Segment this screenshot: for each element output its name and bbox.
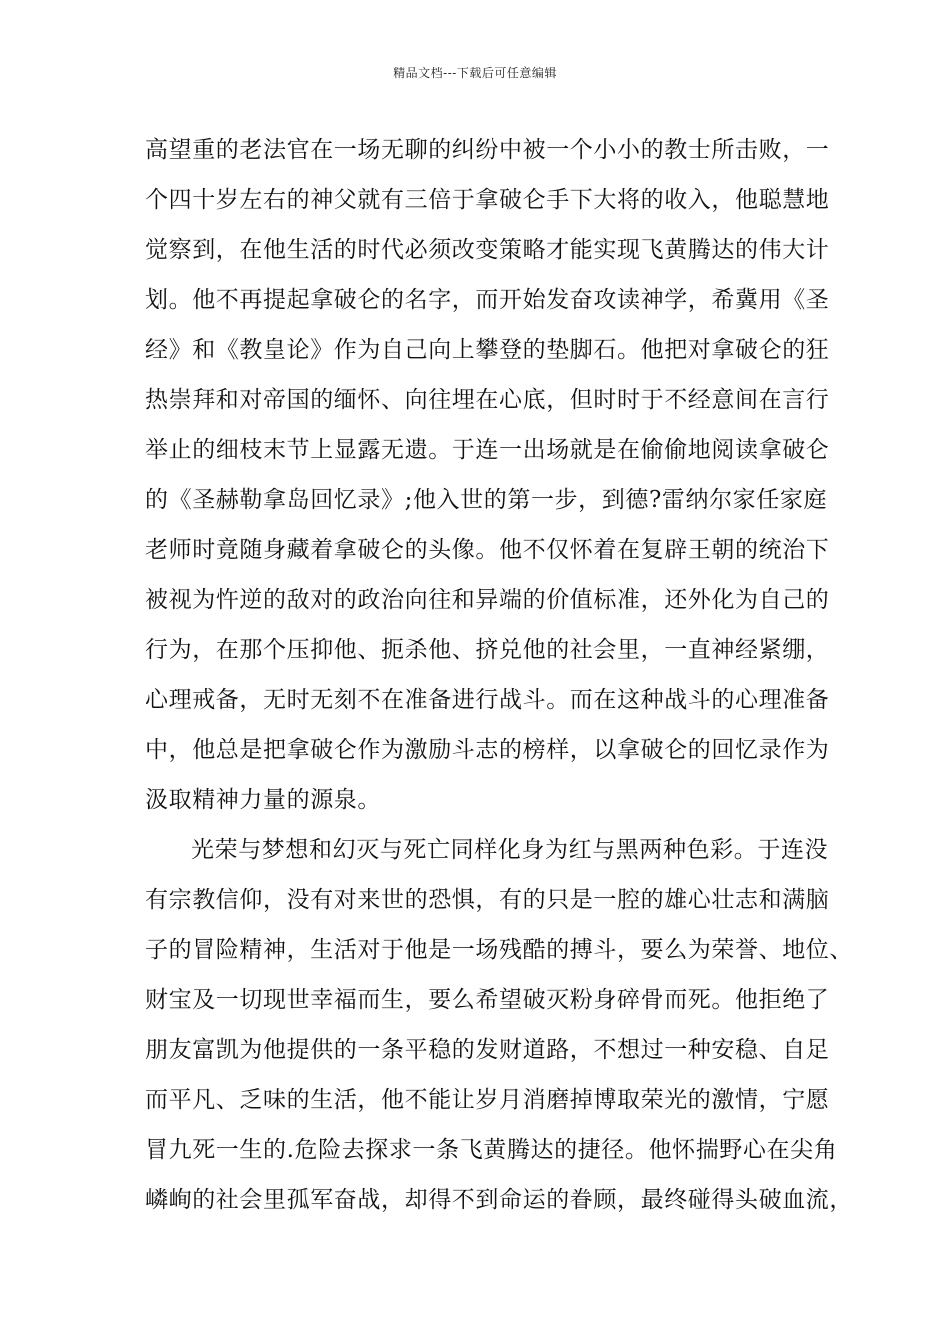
- text-line: 个四十岁左右的神父就有三倍于拿破仑手下大将的收入，他聪慧地: [145, 187, 830, 213]
- text-line: 的《圣赫勒拿岛回忆录》;他入世的第一步，到德?雷纳尔家任家庭: [145, 487, 828, 513]
- text-line: 冒九死一生的.危险去探求一条飞黄腾达的捷径。他怀揣野心在尖角: [145, 1137, 838, 1163]
- paragraph-1: [145, 130, 835, 830]
- text-line: 划。他不再提起拿破仑的名字，而开始发奋攻读神学，希冀用《圣: [145, 287, 830, 313]
- text-line: 朋友富凯为他提供的一条平稳的发财道路，不想过一种安稳、自足: [145, 1037, 830, 1063]
- text-line: 光荣与梦想和幻灭与死亡同样化身为红与黑两种色彩。于连没: [191, 837, 829, 863]
- text-line: 老师时竟随身藏着拿破仑的头像。他不仅怀着在复辟王朝的统治下: [145, 537, 830, 563]
- text-line: 财宝及一切现世幸福而生，要么希望破灭粉身碎骨而死。他拒绝了: [145, 987, 830, 1013]
- text-line: 觉察到，在他生活的时代必须改变策略才能实现飞黄腾达的伟大计: [145, 237, 830, 263]
- text-line: 被视为忤逆的敌对的政治向往和异端的价值标准，还外化为自己的: [145, 587, 830, 613]
- paragraph-2: [145, 830, 853, 1230]
- text-line: 中，他总是把拿破仑作为激励斗志的榜样，以拿破仑的回忆录作为: [145, 737, 830, 763]
- text-line: 有宗教信仰，没有对来世的恐惧，有的只是一腔的雄心壮志和满脑: [145, 887, 830, 913]
- page-header: 精品文档---下载后可任意编辑: [393, 66, 557, 80]
- text-line: 汲取精神力量的源泉。: [145, 787, 381, 813]
- text-line: 心理戒备，无时无刻不在准备进行战斗。而在这种战斗的心理准备: [145, 687, 830, 713]
- text-line: 而平凡、乏味的生活，他不能让岁月消磨掉博取荣光的激情，宁愿: [145, 1087, 830, 1113]
- text-line: 子的冒险精神，生活对于他是一场残酷的搏斗，要么为荣誉、地位、: [145, 937, 853, 963]
- text-line: 经》和《教皇论》作为自己向上攀登的垫脚石。他把对拿破仑的狂: [145, 337, 830, 363]
- text-line: 高望重的老法官在一场无聊的纠纷中被一个小小的教士所击败，一: [145, 137, 830, 163]
- text-line: 热崇拜和对帝国的缅怀、向往埋在心底，但时时于不经意间在言行: [145, 387, 830, 413]
- text-line: 举止的细枝末节上显露无遗。于连一出场就是在偷偷地阅读拿破仑: [145, 437, 830, 463]
- document-body: [145, 130, 853, 1230]
- text-line: 嶙峋的社会里孤军奋战，却得不到命运的眷顾，最终碰得头破血流，: [145, 1187, 853, 1213]
- text-line: 行为，在那个压抑他、扼杀他、挤兑他的社会里，一直神经紧绷，: [145, 637, 830, 663]
